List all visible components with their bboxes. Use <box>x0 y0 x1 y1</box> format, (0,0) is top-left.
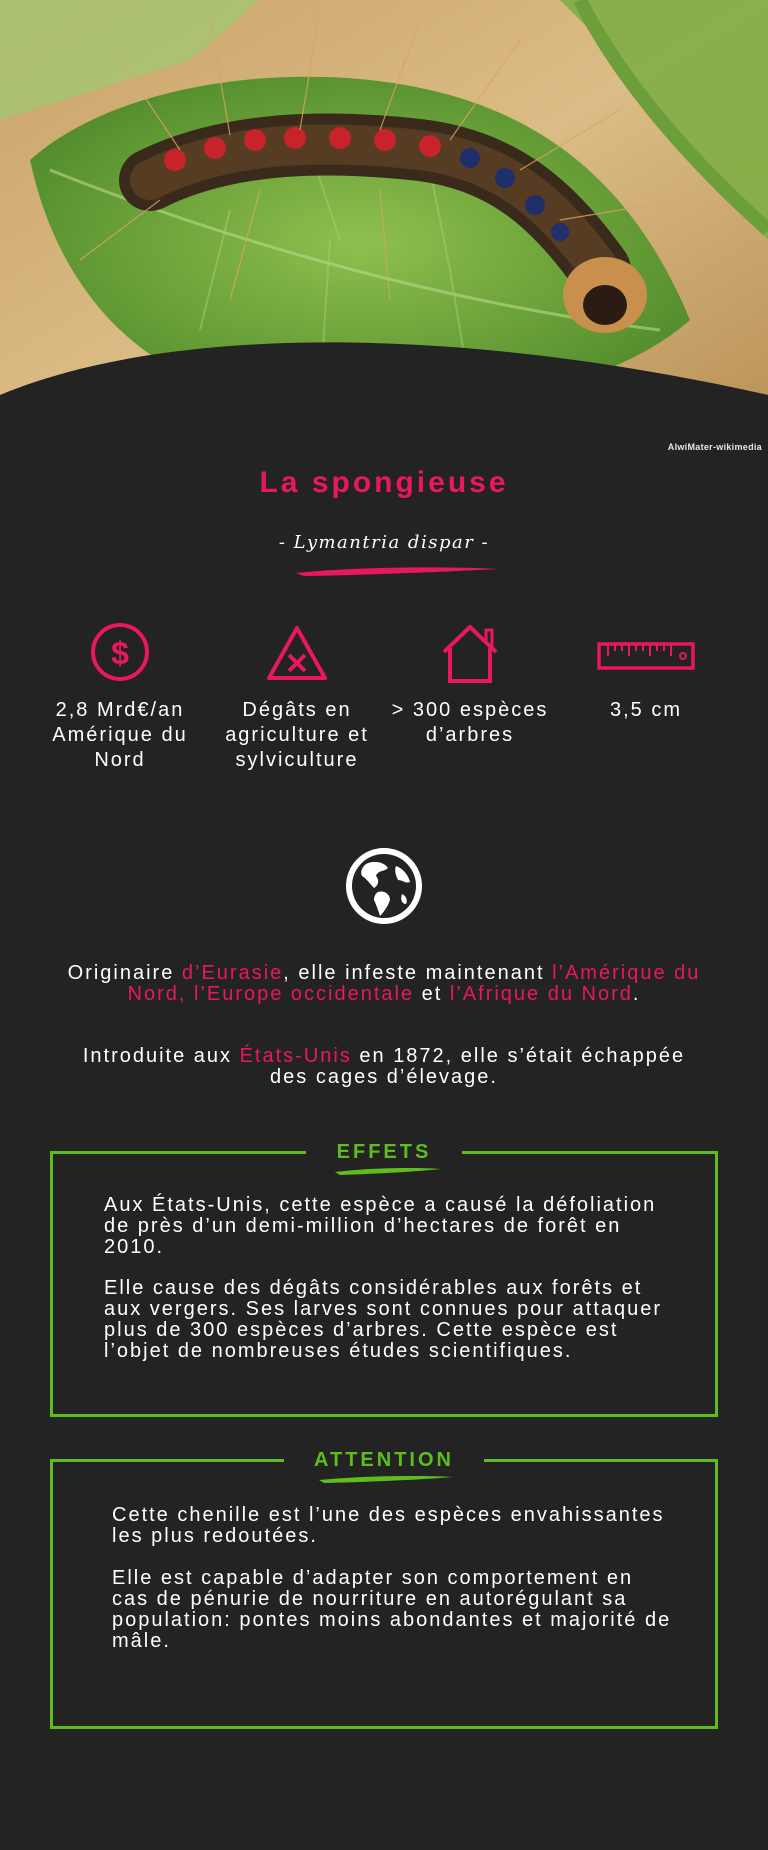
caterpillar-illustration <box>0 0 768 460</box>
origin-highlight: l’Amérique du Nord, l’Europe occidentale <box>127 962 701 1005</box>
origin-text: Originaire <box>67 962 182 984</box>
hero-photo <box>0 0 768 460</box>
attention-title: ATTENTION <box>314 1449 454 1471</box>
page-title: La spongieuse <box>259 466 509 499</box>
brush-underline-pink <box>292 564 502 578</box>
dollar-circle-icon <box>30 620 210 690</box>
effets-text-2: Elle cause des dégâts considérables aux forêts et aux vergers. Ses larves sont connues pour attaquer plus de 300 espèces d’arbres. Cette espèce est l’objet de nombreuses études scientifiques. <box>104 1277 663 1362</box>
globe-icon <box>344 846 424 926</box>
stat-label: 2,8 Mrd€/an Amérique du Nord <box>52 699 188 771</box>
stat-label: > 300 espèces d’arbres <box>391 699 549 746</box>
intro-text: Introduite aux <box>82 1045 240 1067</box>
effets-title: EFFETS <box>336 1141 432 1163</box>
origin-text: . <box>632 983 641 1005</box>
ruler-icon <box>556 620 736 690</box>
origin-highlight: l’Afrique du Nord <box>449 983 633 1005</box>
intro-highlight: États-Unis <box>239 1045 352 1067</box>
house-icon <box>380 620 560 690</box>
intro-text: en 1872, elle s’était échappée des cages d’élevage. <box>270 1045 686 1088</box>
brush-underline-green <box>316 1474 456 1484</box>
introduction-paragraph <box>60 1046 708 1088</box>
origin-paragraph <box>60 963 708 1005</box>
svg-text:$: $ <box>111 635 129 671</box>
stat-label: Dégâts en agriculture et sylviculture <box>225 699 369 771</box>
effets-text-1: Aux États-Unis, cette espèce a causé la défoliation de près d’un demi-million d’hectares de forêt en 2010. <box>104 1194 657 1258</box>
brush-underline-green <box>332 1166 444 1176</box>
attention-text-2: Elle est capable d’adapter son comportement en cas de pénurie de nourriture en autorégulant sa population: pontes moins abondantes et majorité de mâle. <box>112 1567 672 1652</box>
stat-label: 3,5 cm <box>609 699 683 721</box>
photo-credit: AlwiMater-wikimedia <box>667 442 762 452</box>
origin-highlight: d’Eurasie <box>181 962 284 984</box>
origin-text: , elle infeste maintenant <box>283 962 553 984</box>
scientific-name: - Lymantria dispar - <box>278 532 490 553</box>
origin-text: et <box>414 983 450 1005</box>
attention-text-1: Cette chenille est l’une des espèces envahissantes les plus redoutées. <box>112 1504 665 1547</box>
stats-row <box>0 620 768 800</box>
warning-triangle-icon <box>207 620 387 690</box>
